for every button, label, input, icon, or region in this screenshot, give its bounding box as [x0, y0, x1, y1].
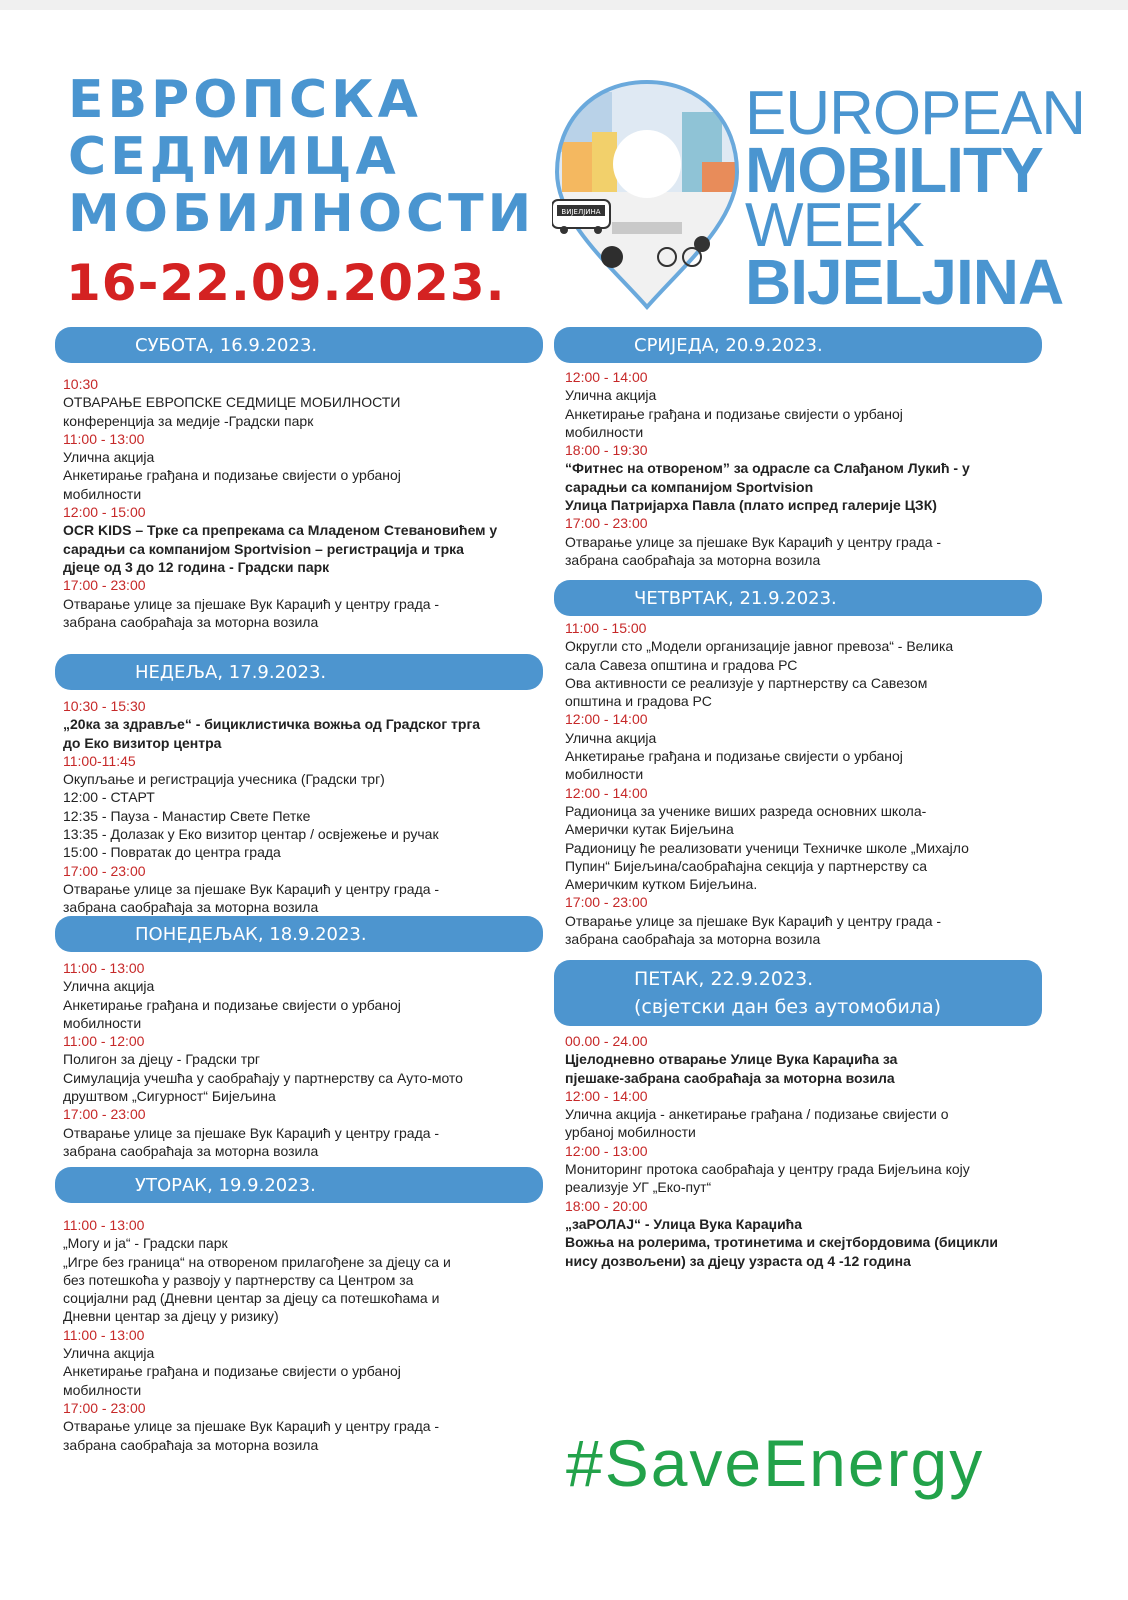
schedule-line: OCR KIDS – Трке са препрекама са Младеном Стевановићем у [63, 522, 498, 539]
logo-line-european: EUROPEAN [745, 79, 1085, 148]
schedule-line: без потешкоћа у развоју у партнерству са Центром за [63, 1271, 414, 1288]
schedule-time: 12:00 - 14:00 [565, 1087, 648, 1104]
schedule-line: мобилности [63, 1014, 142, 1031]
schedule-line: реализује УГ „Еко-пут“ [565, 1179, 712, 1196]
schedule-line: сарадњи са компанијом Sportvision – регистрација и трка [63, 540, 464, 557]
title-line: МОБИЛНОСТИ [68, 184, 536, 244]
schedule-line: Окупљање и регистрација учесника (Градски трг) [63, 771, 385, 788]
schedule-line: Мониторинг протока саобраћаја у центру града Бијељина коју [565, 1161, 970, 1178]
schedule-line: Анкетирање грађана и подизање свијести о урбаној [63, 996, 401, 1013]
schedule-line: забрана саобраћаја за моторна возила [63, 1436, 319, 1453]
schedule-line: Улична акција [63, 449, 155, 466]
schedule-line: конференција за медије -Градски парк [63, 412, 314, 429]
schedule-line: Отварање улице за пјешаке Вук Караџић у центру града - [63, 1124, 440, 1141]
schedule-line: мобилности [63, 1381, 142, 1398]
day-header-sunday [55, 654, 543, 690]
schedule-line: 13:35 - Долазак у Еко визитор центар / освјежење и ручак [63, 826, 439, 843]
schedule-time: 11:00 - 13:00 [63, 960, 145, 976]
event-title [68, 72, 535, 243]
schedule-time: 11:00 - 13:00 [63, 1217, 145, 1233]
schedule-line: Анкетирање грађана и подизање свијести о урбаној [63, 1363, 401, 1380]
schedule-line: „Могу и ја“ - Градски парк [63, 1235, 228, 1252]
schedule-line: друштвом „Сигурност“ Бијељина [63, 1088, 276, 1105]
schedule-time: 17:00 - 23:00 [565, 894, 648, 911]
title-line: СЕДМИЦА [68, 127, 400, 187]
schedule-line: Улична акција [565, 387, 657, 404]
schedule-line: нису дозвољени) за дјецу узраста од 4 -12 година [565, 1252, 911, 1269]
mobility-week-pin-logo [552, 72, 742, 312]
event-dates: 16-22.09.2023. [66, 254, 506, 312]
schedule-line: 12:35 - Пауза - Манастир Свете Петке [63, 807, 311, 824]
day-schedule-saturday [63, 375, 543, 631]
schedule-line: Округли сто „Модели организације јавног превоза“ - Велика [565, 638, 954, 655]
schedule-line: Отварање улице за пјешаке Вук Караџић у центру града - [63, 1418, 440, 1435]
schedule-line: 15:00 - Повратак до центра града [63, 844, 281, 861]
schedule-time: 17:00 - 23:00 [63, 862, 146, 879]
schedule-line: Улична акција [565, 729, 657, 746]
schedule-line: до Еко визитор центра [63, 734, 222, 751]
logo-line-week: WEEK [745, 191, 924, 260]
schedule-line: Амерички кутак Бијељина [565, 821, 734, 838]
day-title: ПОНЕДЕЉАК, 18.9.2023. [135, 923, 367, 945]
schedule-line: општина и градова РС [565, 693, 712, 710]
schedule-time: 17:00 - 23:00 [63, 1106, 146, 1123]
schedule-line: Анкетирање грађана и подизање свијести о урбаној [565, 405, 903, 422]
schedule-time: 12:00 - 13:00 [565, 1142, 648, 1159]
schedule-line: „заРОЛАЈ“ - Улица Вука Караџића [565, 1215, 803, 1232]
schedule-line: Радионица за ученике виших разреда основних школа- [565, 802, 927, 819]
schedule-line: Улична акција - анкетирање грађана / подизање свијести о [565, 1106, 949, 1123]
schedule-line: забрана саобраћаја за моторна возила [63, 1142, 319, 1159]
schedule-line: мобилности [565, 423, 644, 440]
schedule-time: 10:30 - 15:30 [63, 698, 146, 714]
schedule-line: урбаној мобилности [565, 1124, 696, 1141]
schedule-line: забрана саобраћаја за моторна возила [63, 613, 319, 630]
day-title: СУБОТА, 16.9.2023. [135, 334, 318, 356]
schedule-line: Отварање улице за пјешаке Вук Караџић у центру града - [63, 880, 440, 897]
schedule-line: мобилности [565, 766, 644, 783]
schedule-time: 00.00 - 24.00 [565, 1033, 648, 1049]
logo-line-mobility: MOBILITY [745, 134, 1043, 206]
schedule-line: „20ка за здравље“ - бициклистичка вожња од Градског трга [63, 716, 481, 733]
european-mobility-week-logo-text [745, 79, 1085, 318]
schedule-time: 12:00 - 14:00 [565, 369, 648, 385]
schedule-time: 18:00 - 20:00 [565, 1197, 648, 1214]
schedule-time: 12:00 - 14:00 [565, 784, 648, 801]
schedule-line: пјешаке-забрана саобраћаја за моторна возила [565, 1069, 895, 1086]
schedule-line: сала Савеза општина и градова РС [565, 656, 798, 673]
logo-line-city: BIJELJINA [745, 246, 1064, 318]
schedule-line: Америчким кутком Бијељина. [565, 876, 758, 893]
day-header-friday [554, 960, 1042, 1026]
schedule-line: Радионицу ће реализовати ученици Техничке школе „Михајло [565, 839, 969, 856]
schedule-time: 17:00 - 23:00 [63, 1399, 146, 1416]
day-schedule-tuesday [63, 1216, 543, 1454]
day-title: ПЕТАК, 22.9.2023. [634, 968, 814, 990]
schedule-line: “Фитнес на отвореном” за одрасле са Слађаном Лукић - у [565, 460, 970, 477]
schedule-line: социјални рад (Дневни центар за дјецу са потешкоћама и [63, 1290, 440, 1307]
schedule-line: Симулација учешћа у саобраћају у партнерству са Ауто-мото [63, 1069, 463, 1086]
schedule-time: 11:00 - 12:00 [63, 1033, 145, 1050]
schedule-line: Полигон за дјецу - Градски трг [63, 1051, 261, 1068]
day-subtitle: (свјетски дан без аутомобила) [634, 996, 941, 1018]
schedule-line: сарадњи са компанијом Sportvision [565, 478, 814, 495]
hashtag-save-energy: #SaveEnergy [566, 1426, 985, 1500]
schedule-line: Дневни центар за дјецу у ризику) [63, 1308, 279, 1325]
schedule-time: 17:00 - 23:00 [63, 577, 146, 594]
schedule-line: Ова активности се реализује у партнерству са Савезом [565, 674, 928, 691]
schedule-time: 17:00 - 23:00 [565, 515, 648, 532]
title-line: ЕВРОПСКА [68, 70, 422, 130]
day-title: НЕДЕЉА, 17.9.2023. [135, 661, 327, 683]
day-header-tuesday [55, 1167, 543, 1203]
schedule-time: 12:00 - 15:00 [63, 504, 146, 521]
day-schedule-friday [565, 1032, 1035, 1270]
schedule-line: 12:00 - СТАРТ [63, 789, 155, 806]
day-header-wednesday [554, 327, 1042, 363]
schedule-time: 11:00 - 13:00 [63, 1326, 145, 1343]
day-header-saturday [55, 327, 543, 363]
schedule-line: Отварање улице за пјешаке Вук Караџић у центру града - [63, 595, 440, 612]
schedule-line: Отварање улице за пјешаке Вук Караџић у центру града - [565, 912, 942, 929]
day-header-thursday [554, 580, 1042, 616]
schedule-time: 11:00-11:45 [63, 752, 136, 769]
schedule-line: забрана саобраћаја за моторна возила [565, 551, 821, 568]
schedule-line: Улица Патријарха Павла (плато испред галерије ЦЗК) [565, 497, 937, 514]
schedule-time: 11:00 - 15:00 [565, 620, 647, 636]
top-bar [0, 0, 1128, 10]
schedule-line: дјеце од 3 до 12 година - Градски парк [63, 558, 330, 575]
schedule-line: Улична акција [63, 1345, 155, 1362]
schedule-line: ОТВАРАЊЕ ЕВРОПСКЕ СЕДМИЦЕ МОБИЛНОСТИ [63, 394, 401, 411]
schedule-line: забрана саобраћаја за моторна возила [565, 931, 821, 948]
schedule-line: Пупин“ Бијељина/саобраћајна секција у партнерству са [565, 857, 928, 874]
schedule-line: Вожња на ролерима, тротинетима и скејтбордовима (бицикли [565, 1234, 999, 1251]
schedule-line: Отварање улице за пјешаке Вук Караџић у центру града - [565, 533, 942, 550]
day-schedule-monday [63, 959, 543, 1160]
day-schedule-sunday [63, 697, 543, 917]
schedule-line: Цјелодневно отварање Улице Вука Караџића за [565, 1051, 898, 1068]
schedule-line: Анкетирање грађана и подизање свијести о урбаној [63, 467, 401, 484]
day-title: ЧЕТВРТАК, 21.9.2023. [634, 587, 837, 609]
schedule-line: Улична акција [63, 978, 155, 995]
schedule-line: мобилности [63, 485, 142, 502]
schedule-line: Анкетирање грађана и подизање свијести о урбаној [565, 748, 903, 765]
schedule-time: 12:00 - 14:00 [565, 711, 648, 728]
day-schedule-thursday [565, 619, 1035, 948]
schedule-time: 10:30 [63, 376, 99, 392]
day-header-monday [55, 916, 543, 952]
day-title: СРИЈЕДА, 20.9.2023. [634, 334, 823, 356]
svg-text:ВИЈЕЛЈИНА: ВИЈЕЛЈИНА [561, 208, 601, 216]
day-schedule-wednesday [565, 368, 1035, 569]
schedule-time: 18:00 - 19:30 [565, 442, 648, 459]
schedule-line: забрана саобраћаја за моторна возила [63, 899, 319, 916]
day-title: УТОРАК, 19.9.2023. [135, 1174, 316, 1196]
schedule-time: 11:00 - 13:00 [63, 430, 145, 447]
schedule-line: „Игре без граница“ на отвореном прилагођене за дјецу са и [63, 1253, 451, 1270]
